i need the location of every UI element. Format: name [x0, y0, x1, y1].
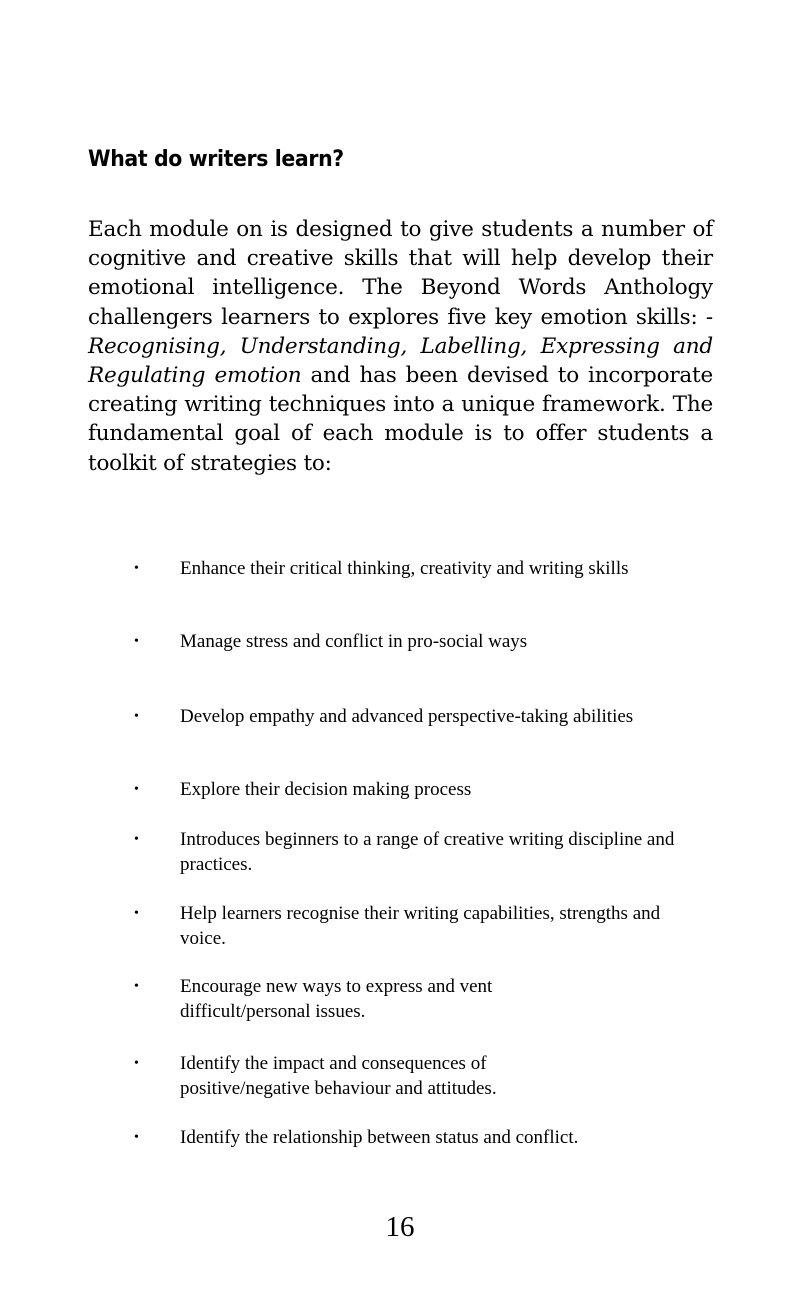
intro-text-part2: and has been devised to incorporate creating writing techniques into a unique framework. The fundamental goal of each module is to offer students a toolkit of strategies to: — [88, 363, 713, 476]
bullet-icon: • — [134, 709, 139, 724]
bullet-icon: • — [134, 832, 139, 847]
list-item-text: Help learners recognise their writing capabilities, strengths and voice. — [180, 903, 661, 949]
list-item — [134, 1052, 620, 1101]
bullet-icon: • — [134, 561, 139, 576]
list-item — [134, 902, 690, 951]
list-item-text: Identify the impact and consequences of positive/negative behaviour and attitudes. — [180, 1053, 497, 1099]
list-item — [134, 705, 713, 730]
list-item — [134, 975, 610, 1024]
section-heading: What do writers learn? — [88, 147, 344, 172]
page-number: 16 — [385, 1211, 415, 1243]
list-item — [134, 630, 713, 655]
list-item — [134, 828, 700, 877]
list-item — [134, 557, 713, 582]
bullet-icon: • — [134, 634, 139, 649]
bullet-icon: • — [134, 1130, 139, 1145]
list-item-text: Identify the relationship between status and conflict. — [180, 1127, 579, 1148]
list-item-text: Encourage new ways to express and vent difficult/personal issues. — [180, 976, 493, 1022]
list-item-text: Introduces beginners to a range of creative writing discipline and practices. — [180, 829, 675, 875]
intro-text-part1: Each module on is designed to give students a number of cognitive and creative skills that will help develop their emotional intelligence. The Beyond Words Anthology challengers learners to explores five key emotion skills: - — [88, 217, 713, 330]
intro-paragraph — [88, 215, 713, 478]
list-item — [134, 778, 713, 803]
bullet-icon: • — [134, 1056, 139, 1071]
list-item-text: Enhance their critical thinking, creativity and writing skills — [180, 558, 629, 579]
bullet-icon: • — [134, 782, 139, 797]
bullet-icon: • — [134, 906, 139, 921]
intro-text-emphasis: Recognising, Understanding, Labelling, Expressing and Regulating emotion — [88, 333, 713, 389]
bullet-icon: • — [134, 979, 139, 994]
list-item-text: Develop empathy and advanced perspective-taking abilities — [180, 706, 634, 727]
list-item-text: Explore their decision making process — [180, 779, 472, 800]
list-item-text: Manage stress and conflict in pro-social ways — [180, 631, 528, 652]
list-item — [134, 1126, 713, 1151]
